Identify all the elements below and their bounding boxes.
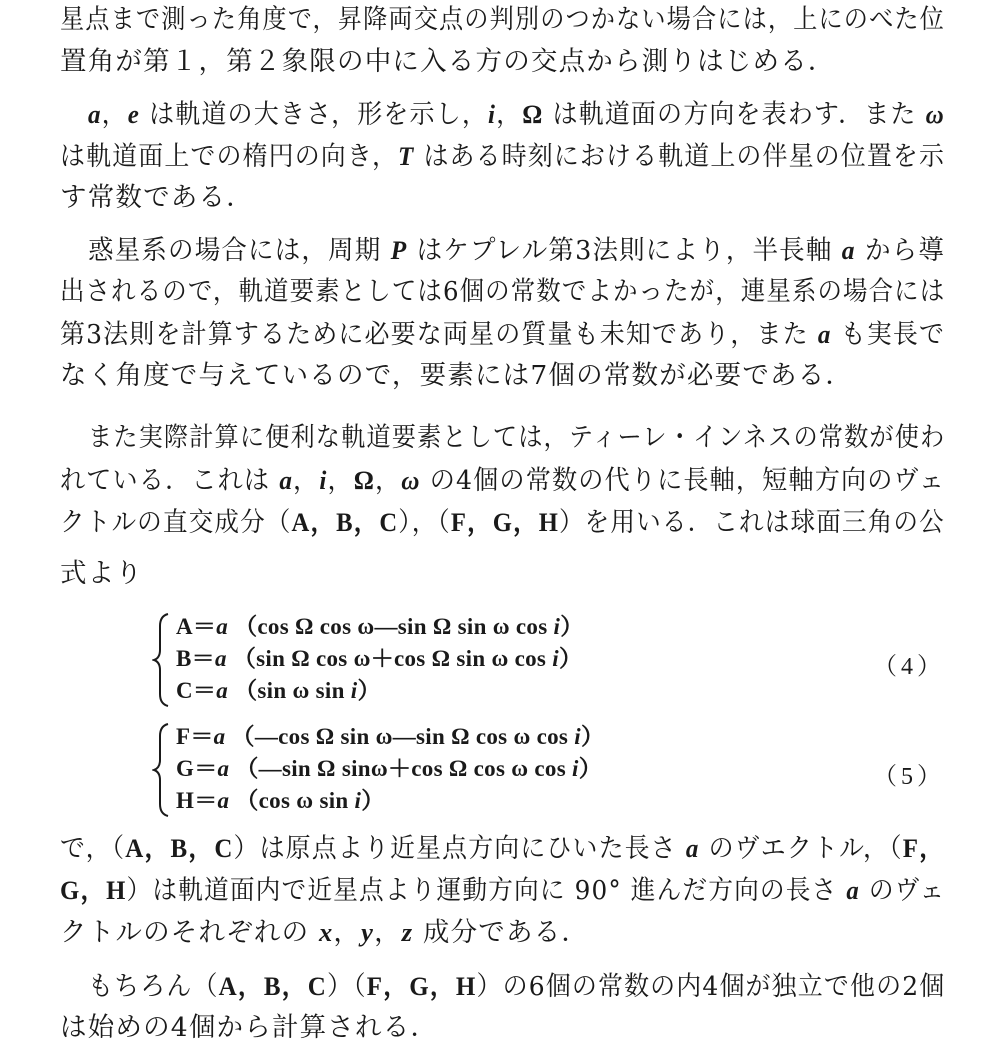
text: ， — [333, 917, 362, 948]
paragraph-1-line-2: 置角が第１，第２象限の中に入る方の交点から測りはじめる． — [60, 46, 836, 77]
eq-i: i — [553, 614, 561, 639]
eq-rhs: （cos ω sin — [235, 788, 355, 813]
paragraph-4-line-1: また実際計算に便利な軌道要素としては，ティーレ・インネスの常数が使わ — [88, 422, 946, 453]
paragraph-3-line-1 — [88, 234, 945, 267]
eq-lhs: B＝ — [176, 646, 215, 671]
equation-G — [176, 754, 602, 784]
math-T: T — [398, 141, 415, 171]
paragraph-4-line-4: 式より — [60, 558, 144, 589]
math-z: z — [401, 917, 414, 947]
math-omega-capital: Ω — [353, 465, 376, 495]
eq-end: ） — [361, 788, 385, 813]
text: のヴェ — [859, 875, 946, 906]
vector-abc: A，B，C — [125, 833, 234, 863]
text: は軌道面の方向を表わす．また — [543, 99, 926, 130]
eq-rhs: （—sin Ω sinω＋cos Ω cos ω cos — [235, 756, 573, 781]
equation-A — [176, 612, 584, 642]
equation-group-5 — [152, 722, 852, 818]
text: も実長で — [831, 319, 946, 350]
math-P: P — [390, 235, 408, 265]
text: クトルのそれぞれの — [60, 917, 319, 948]
math-a: a — [279, 465, 294, 495]
paragraph-5-line-2 — [60, 874, 945, 907]
text: は軌道の大きさ，形を示し， — [140, 99, 488, 130]
eq-i: i — [354, 788, 362, 813]
eq-end: ） — [357, 678, 381, 703]
equation-B — [176, 644, 582, 674]
text: はケプレル第3法則により，半長軸 — [407, 235, 842, 266]
eq-i: i — [572, 756, 579, 781]
paragraph-5-line-3 — [60, 916, 589, 949]
text: から導 — [855, 235, 945, 266]
text: 成分である． — [413, 917, 590, 948]
math-x: x — [318, 917, 334, 947]
text: は軌道面上での楕円の向き， — [60, 141, 399, 172]
math-omega: ω — [925, 99, 945, 129]
text: ）（ — [326, 971, 367, 1002]
math-omega: ω — [401, 465, 421, 495]
eq-end: ） — [560, 614, 584, 639]
vector-fgh: F，G，H — [450, 507, 559, 537]
vector-f: F， — [902, 833, 946, 863]
text: ）を用いる．これは球面三角の公 — [558, 507, 945, 538]
text: の4個の常数の代りに長軸，短軸方向のヴェ — [420, 465, 946, 496]
eq-i: i — [574, 724, 581, 749]
eq-rhs: （—cos Ω sin ω—sin Ω cos ω cos — [231, 724, 575, 749]
eq-rhs: （sin Ω cos ω＋cos Ω sin ω cos — [232, 646, 553, 671]
paragraph-3-line-4: なく角度で与えているので，要素には7個の常数が必要である． — [60, 360, 854, 391]
text: ， — [496, 99, 523, 130]
vector-abc: A，B，C — [291, 507, 399, 537]
equation-number-5: （5） — [873, 764, 945, 790]
paragraph-2-line-1 — [88, 98, 945, 131]
eq-lhs: F＝ — [176, 724, 214, 749]
text: れている．これは — [60, 465, 280, 496]
paragraph-3-line-2: 出されるので，軌道要素としては6個の常数でよかったが，連星系の場合には — [60, 276, 946, 307]
text: ），（ — [398, 507, 451, 538]
paragraph-6-line-1 — [88, 970, 945, 1003]
eq-i: i — [552, 646, 559, 671]
eq-rhs: （cos Ω cos ω—sin Ω sin ω cos — [234, 614, 554, 639]
math-omega-capital: Ω — [522, 99, 544, 129]
left-brace-icon — [152, 722, 172, 818]
paragraph-2-line-3: す常数である． — [60, 182, 254, 213]
text: ， — [101, 99, 128, 130]
left-brace-icon — [152, 612, 172, 708]
vector-fgh: F，G，H — [366, 971, 477, 1001]
eq-lhs: G＝ — [176, 756, 218, 781]
text: ， — [374, 917, 402, 948]
text: クトルの直交成分（ — [60, 507, 292, 538]
eq-a: a — [213, 724, 226, 749]
math-a: a — [817, 319, 832, 349]
eq-lhs: A＝ — [176, 614, 217, 639]
text: ）は軌道面内で近星点より運動方向に 90° 進んだ方向の長さ — [126, 875, 847, 906]
eq-i: i — [350, 678, 358, 703]
text: 第3法則を計算するために必要な両星の質量も未知であり，また — [60, 319, 818, 350]
text: ）の6個の常数の内4個が独立で他の2個 — [476, 971, 946, 1002]
math-y: y — [361, 917, 375, 947]
math-a: a — [846, 875, 860, 905]
paragraph-4-line-2 — [60, 464, 945, 497]
eq-end: ） — [578, 756, 603, 781]
paragraph-1-line-1: 星点まで測った角度で，昇降両交点の判別のつかない場合には，上にのべた位 — [60, 4, 945, 35]
paragraph-3-line-3 — [60, 318, 945, 351]
math-a: a — [841, 235, 856, 265]
vector-gh: G，H — [60, 875, 127, 905]
eq-rhs: （sin ω sin — [234, 678, 351, 703]
paragraph-4-line-3 — [60, 506, 945, 539]
paragraph-6-line-2: は始めの4個から計算される． — [60, 1012, 439, 1043]
math-a: a — [88, 99, 102, 129]
paragraph-5-line-1 — [60, 832, 945, 865]
math-i: i — [487, 99, 497, 129]
eq-lhs: C＝ — [176, 678, 217, 703]
text: ）は原点より近星点方向にひいた長さ — [233, 833, 686, 864]
equation-H — [176, 786, 385, 816]
text: はある時刻における軌道上の伴星の位置を示 — [414, 141, 946, 172]
text: ， — [327, 465, 354, 496]
equation-F — [176, 722, 604, 752]
eq-a: a — [217, 756, 230, 781]
text: もちろん（ — [88, 971, 219, 1002]
paragraph-2-line-2 — [60, 140, 945, 173]
math-a: a — [685, 833, 700, 863]
text: 惑星系の場合には，周期 — [88, 235, 391, 266]
text: ， — [375, 465, 402, 496]
equation-number-4: （4） — [873, 654, 945, 680]
eq-end: ） — [558, 646, 583, 671]
eq-end: ） — [580, 724, 605, 749]
equation-group-4 — [152, 612, 852, 708]
eq-a: a — [217, 788, 230, 813]
vector-abc: A，B，C — [218, 971, 327, 1001]
math-e: e — [127, 99, 141, 129]
text: で，（ — [60, 833, 126, 864]
math-i: i — [319, 465, 328, 495]
text: ， — [293, 465, 320, 496]
text: のヴエクトル，（ — [699, 833, 903, 864]
eq-lhs: H＝ — [176, 788, 218, 813]
equation-C — [176, 676, 381, 706]
eq-a: a — [214, 646, 227, 671]
eq-a: a — [216, 678, 229, 703]
eq-a: a — [216, 614, 229, 639]
